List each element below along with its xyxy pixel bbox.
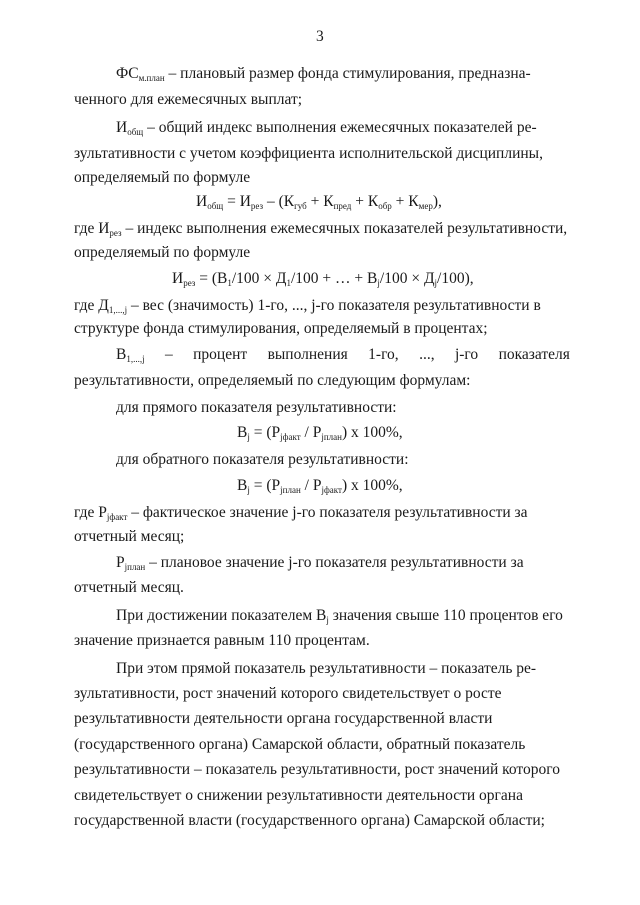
text-line: для обратного показателя результативности: xyxy=(116,451,409,468)
text-line: отчетный месяц; xyxy=(74,528,185,545)
text-line: где $Р_{jфакт}$ – фактическое значение j-го показателя результативности за xyxy=(74,504,528,522)
page-number: 3 xyxy=(316,28,324,45)
text-line: где $И_{рез}$ – индекс выполнения ежемесячных показателей результативности, xyxy=(74,220,568,238)
formula-v-inverse: $В_j = (Р_{jплан} / Р_{jфакт})$ х 100%, xyxy=(237,477,403,495)
text-line: значение признается равным 110 процентам. xyxy=(74,632,370,649)
text-line: свидетельствует о снижении результативности деятельности органа xyxy=(74,787,523,804)
text-line: При достижении показателем $В_j$ значения свыше 110 процентов его xyxy=(116,607,563,625)
text-line: результативности деятельности органа государственной власти xyxy=(74,710,493,727)
text-line: При этом прямой показатель результативности – показатель ре- xyxy=(116,660,537,677)
definition-fs-line: $ФС_{м.план}$ – плановый размер фонда стимулирования, предназна- xyxy=(116,65,531,83)
text-line: для прямого показателя результативности: xyxy=(116,399,397,416)
text-line: зультативности, рост значений которого свидетельствует о росте xyxy=(74,685,502,702)
text-line: результативности, определяемый по следующим формулам: xyxy=(74,372,471,389)
formula-v-direct: $В_j = (Р_{jфакт} / Р_{jплан})$ х 100%, xyxy=(237,424,403,442)
formula-i-obsh: $И_{общ} = И_{рез} - (К_{губ} + К_{пред} + К_{обр} + К_{мер})$, xyxy=(196,193,442,211)
text-line: отчетный месяц. xyxy=(74,579,184,596)
text-line: $Р_{jплан}$ – плановое значение j-го показателя результативности за xyxy=(116,554,524,572)
formula-i-rez: $И_{рез} = (В_1/100 \times Д_1/100$ + … + $В_j/100 \times Д_j/100$), xyxy=(172,270,474,288)
text-line: ченного для ежемесячных выплат; xyxy=(74,91,303,108)
definition-v-line: $В_{1,...,j}$ – процент выполнения 1-го, ..., j-го показателя xyxy=(116,346,570,364)
text-line: (государственного органа) Самарской области, обратный показатель xyxy=(74,736,526,753)
text-line: зультативности с учетом коэффициента исполнительской дисциплины, xyxy=(74,145,543,162)
text-line: определяемый по формуле xyxy=(74,169,251,186)
text-line: где $Д_{1,...,j}$ – вес (значимость) 1-го, ..., j-го показателя результативности в xyxy=(74,297,541,315)
text-line: государственной власти (государственного органа) Самарской области; xyxy=(74,812,545,829)
text-line: результативности – показатель результативности, рост значений которого xyxy=(74,761,560,778)
text-line: определяемый по формуле xyxy=(74,244,251,261)
text-line: структуре фонда стимулирования, определяемый в процентах; xyxy=(74,320,488,337)
definition-i-obsh-line: $И_{общ}$ – общий индекс выполнения ежемесячных показателей ре- xyxy=(116,119,537,137)
